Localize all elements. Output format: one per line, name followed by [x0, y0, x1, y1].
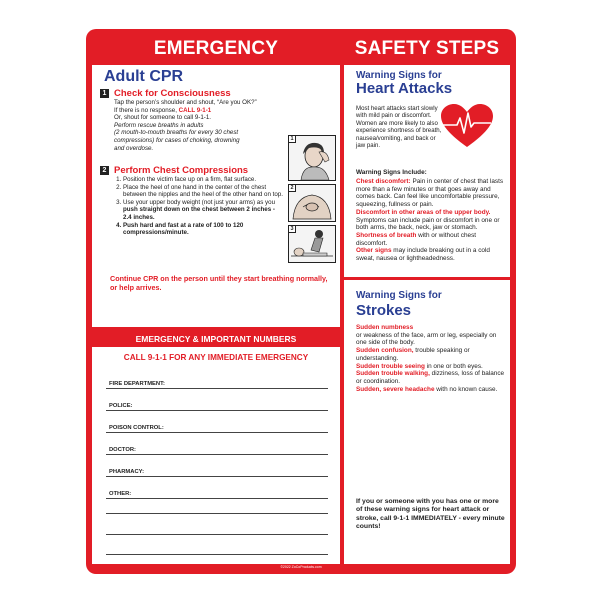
step-2-number: 2: [100, 166, 109, 175]
blank-line[interactable]: [106, 513, 328, 514]
heart-sign-label: Shortness of breath: [356, 231, 417, 239]
step-2-item-bold: push straight down on the chest between 2 inches - 2.4 inches.: [123, 206, 275, 221]
stroke-sign: [356, 347, 506, 362]
illustration-number: 2: [289, 185, 296, 192]
field-label: FIRE DEPARTMENT:: [109, 381, 165, 387]
heart-sign: [356, 247, 506, 262]
heart-sign-text: with or without chest discomfort.: [356, 231, 477, 247]
emergency-sheet: [86, 29, 516, 574]
stroke-sign: [356, 386, 506, 394]
stroke-sign-text: in one or both eyes.: [424, 362, 483, 370]
heart-attack-panel: [344, 65, 510, 277]
stroke-sign-text: or weakness of the face, arm or leg, especially on one side of the body.: [356, 331, 497, 347]
cpr-title: Adult CPR: [104, 68, 184, 85]
step-1-line: Perform rescue breaths in adults: [114, 121, 204, 129]
field-label: DOCTOR:: [109, 447, 136, 453]
field-label: OTHER:: [109, 491, 132, 497]
heart-sign: [356, 232, 506, 247]
heart-sign-label: Other signs: [356, 247, 392, 255]
step-2-item: 2. Place the heel of one hand in the center of the chest between the nipples and the heel of the other hand on top.: [123, 184, 284, 199]
pharmacy-field[interactable]: [106, 468, 328, 477]
step-2-item: [123, 199, 284, 222]
blank-line[interactable]: [106, 554, 328, 555]
stroke-sign-text: with no known cause.: [434, 385, 498, 393]
step-1-title: Check for Consciousness: [114, 88, 231, 99]
blank-line[interactable]: [106, 534, 328, 535]
other-field[interactable]: [106, 490, 328, 499]
stroke-sign-label: Sudden trouble seeing: [356, 362, 425, 370]
stroke-sign-text: trouble speaking or understanding.: [356, 347, 470, 362]
field-label: PHARMACY:: [109, 469, 144, 475]
step-2-item: 4. Push hard and fast at a rate of 100 to 120 compressions/minute.: [123, 222, 284, 237]
illustration-number: 1: [289, 136, 296, 143]
header-safety-steps: SAFETY STEPS: [354, 38, 500, 59]
call-911-banner: CALL 9-1-1 FOR ANY IMMEDIATE EMERGENCY: [123, 353, 309, 362]
heart-sign-label: Discomfort in other areas of the upper body.: [356, 208, 491, 216]
illustration-number: 3: [289, 226, 296, 233]
stroke-sign-label: Sudden trouble walking,: [356, 370, 430, 378]
heart-signs-list: [356, 178, 506, 263]
footer-copyright: ©2022 ZoCoProducts.com: [280, 565, 322, 569]
stroke-sign-label: Sudden, severe headache: [356, 385, 435, 393]
step-2-item-pre: Use your upper body weight (not just your arms) as you: [123, 198, 276, 206]
heart-title-big: Heart Attacks: [356, 80, 453, 97]
step-2-item: 1. Position the victim face up on a firm, flat surface.: [123, 176, 284, 184]
step-1-line: [114, 107, 284, 115]
stroke-sign: [356, 363, 506, 371]
step-1-line: (2 mouth-to-mouth breaths for every 30 chest: [114, 129, 239, 137]
illustration-compressions: [288, 225, 336, 263]
step-1-text: [114, 99, 284, 152]
step-1-line: and overdose.: [114, 144, 154, 152]
step-1-number: 1: [100, 89, 109, 98]
doctor-field[interactable]: [106, 446, 328, 455]
heart-sign: [356, 209, 506, 232]
heart-sign-label: Chest discomfort:: [356, 178, 411, 185]
step-2-list: [114, 176, 284, 237]
field-label: POISON CONTROL:: [109, 425, 164, 431]
heart-signs-title: Warning Signs Include:: [356, 169, 427, 176]
illustration-hand-position: [288, 184, 336, 222]
heart-title-small: Warning Signs for: [356, 70, 442, 81]
stroke-sign: [356, 370, 506, 385]
step-1-line: Or, shout for someone to call 9-1-1.: [114, 114, 211, 122]
heart-sign-text: may include breaking out in a cold sweat, nausea or lightheadedness.: [356, 247, 490, 263]
numbers-header: EMERGENCY & IMPORTANT NUMBERS: [92, 331, 340, 347]
stroke-signs-list: [356, 324, 506, 393]
stroke-closing-text: If you or someone with you has one or more of these warning signs for heart attack or stroke, call 9-1-1 IMMEDIATELY - every minute counts!: [356, 498, 505, 531]
heart-pulse-icon: [440, 103, 494, 149]
illustration-check-consciousness: [288, 135, 336, 181]
stroke-panel: [344, 280, 510, 564]
heart-sign: [356, 178, 506, 209]
stroke-sign-label: Sudden numbness: [356, 324, 414, 331]
heart-intro: Most heart attacks start slowly with mild pain or discomfort. Women are more likely to also experience shortness of breath, nausea/vomiting, and back or jaw pain.: [356, 105, 442, 150]
stroke-sign-label: Sudden confusion,: [356, 347, 414, 355]
step-1-line: compressions) for cases of choking, drowning: [114, 136, 240, 144]
numbers-panel: [92, 331, 340, 564]
step-1-line: Tap the person’s shoulder and shout, “Are you OK?”: [114, 99, 257, 106]
stroke-title-big: Strokes: [356, 302, 412, 319]
call-911-text: CALL 9-1-1: [178, 106, 212, 114]
cpr-panel: [92, 65, 340, 327]
stroke-title-small: Warning Signs for: [356, 290, 442, 301]
header-emergency: EMERGENCY: [153, 38, 279, 59]
poison-control-field[interactable]: [106, 424, 328, 433]
step-1-line-pre: If there is no response,: [114, 106, 179, 114]
field-label: POLICE:: [109, 403, 133, 409]
police-field[interactable]: [106, 402, 328, 411]
stroke-sign-text: dizziness, loss of balance or coordination.: [356, 370, 505, 385]
fire-department-field[interactable]: [106, 380, 328, 389]
heart-sign-text: Symptoms can include pain or discomfort in one or both arms, the back, neck, jaw or stomach.: [356, 216, 500, 232]
continue-cpr-text: Continue CPR on the person until they start breathing normally, or help arrives.: [110, 274, 328, 292]
step-2-title: Perform Chest Compressions: [114, 165, 249, 176]
heart-sign-text: Pain in center of chest that lasts more than a few minutes or that goes away and comes back. Can feel like uncomfortable pressure, squeezing, fullness or pain.: [356, 178, 504, 209]
